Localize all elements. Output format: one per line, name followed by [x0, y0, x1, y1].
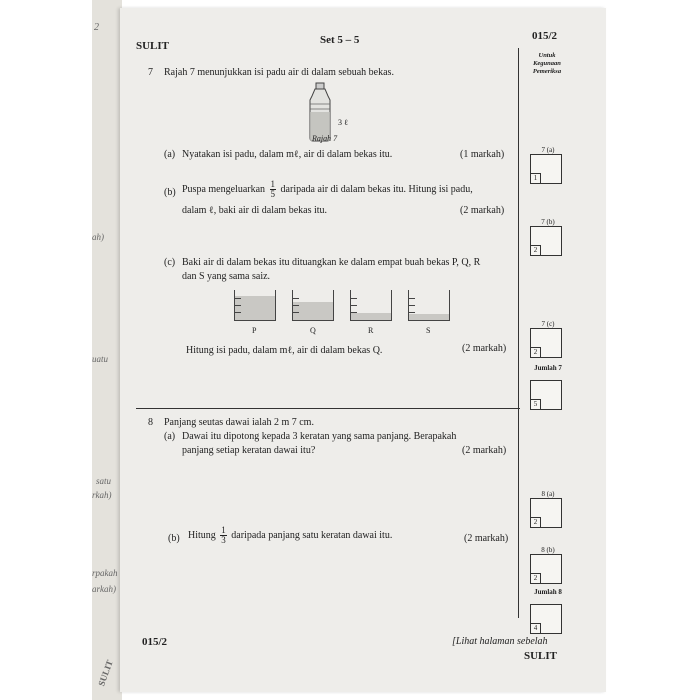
q8b-label: (b) — [168, 533, 180, 544]
container-r-water — [351, 313, 391, 321]
footer-sulit: SULIT — [524, 650, 558, 662]
left-page-edge — [92, 0, 122, 700]
container-p-label: P — [252, 326, 257, 335]
left-page-fragment: 2 — [94, 22, 99, 33]
fraction-one-third: $\frac{1}{3}$ — [221, 525, 226, 545]
score-box-total-8: 4 — [530, 604, 562, 634]
left-page-fragment: ah) — [92, 232, 104, 242]
score-box-7a: 1 — [530, 154, 562, 184]
q7b-marks: (2 markah) — [460, 205, 505, 216]
score-box-7c: 2 — [530, 328, 562, 358]
score-box-total-7: 5 — [530, 380, 562, 410]
score-label-7a: 7 (a) — [541, 146, 555, 154]
q8a-line1: Dawai itu dipotong kepada 3 keratan yang sama panjang. Berapakah — [182, 431, 457, 442]
q8b-marks: (2 markah) — [464, 533, 509, 544]
figure-caption: Rajah 7 — [312, 134, 338, 143]
q7c-marks: (2 markah) — [462, 343, 507, 354]
score-label-8b: 8 (b) — [541, 546, 555, 554]
q7c-line2: dan S yang sama saiz. — [182, 271, 271, 282]
container-q-label: Q — [310, 326, 316, 335]
score-label-8a: 8 (a) — [541, 490, 555, 498]
container-r-label: R — [368, 326, 374, 335]
q7-intro: Rajah 7 menunjukkan isi padu air di dalam sebuah bekas. — [164, 67, 394, 78]
q7c-question: Hitung isi padu, dalam mℓ, air di dalam bekas Q. — [186, 345, 383, 356]
score-label-total-8: Jumlah 8 — [534, 588, 562, 596]
q7a-marks: (1 markah) — [460, 149, 505, 160]
left-page-fragment: SULIT — [96, 658, 115, 688]
container-p — [234, 290, 276, 321]
footer-next-page: [Lihat halaman sebelah — [452, 636, 548, 647]
q8-number: 8 — [148, 417, 153, 428]
score-label-7b: 7 (b) — [541, 218, 555, 226]
q8b-text: Hitung $\frac{1}{3}$ daripada panjang satu keratan dawai itu. — [188, 525, 393, 545]
container-p-water — [235, 296, 275, 320]
q8a-line2: panjang setiap keratan dawai itu? — [182, 445, 316, 456]
examiner-margin-line — [518, 48, 519, 618]
q7b-line2: dalam ℓ, baki air di dalam bekas itu. — [182, 205, 328, 216]
q8a-marks: (2 markah) — [462, 445, 507, 456]
header-sulit: SULIT — [136, 40, 170, 52]
container-q-water — [293, 302, 333, 320]
footer-code: 015/2 — [142, 636, 168, 648]
q8a-label: (a) — [164, 431, 176, 442]
score-box-7b: 2 — [530, 226, 562, 256]
container-q — [292, 290, 334, 321]
question-divider — [136, 408, 520, 409]
bottle-volume-label: 3 ℓ — [338, 118, 348, 127]
container-s-water — [409, 314, 449, 320]
score-box-8a: 2 — [530, 498, 562, 528]
q8-intro: Panjang seutas dawai ialah 2 m 7 cm. — [164, 417, 314, 428]
container-s — [408, 290, 450, 321]
q7c-label: (c) — [164, 257, 176, 268]
exam-page — [120, 8, 606, 692]
left-page-fragment: satu — [96, 476, 112, 486]
q7-number: 7 — [148, 67, 153, 78]
q7b-line1: Puspa mengeluarkan $\frac{1}{5}$ daripada air di dalam bekas itu. Hitung isi padu, — [182, 179, 473, 199]
q7a-text: Nyatakan isi padu, dalam mℓ, air di dalam bekas itu. — [182, 149, 393, 160]
container-s-label: S — [426, 326, 431, 335]
header-set: Set 5 – 5 — [320, 34, 360, 46]
q7a-label: (a) — [164, 149, 176, 160]
q7c-line1: Baki air di dalam bekas itu dituangkan ke dalam empat buah bekas P, Q, R — [182, 257, 481, 268]
container-r — [350, 290, 392, 321]
q7b-label: (b) — [164, 187, 176, 198]
bottle-figure — [306, 82, 366, 142]
left-page-fragment: arkah) — [92, 584, 116, 594]
left-page-fragment: rpakah — [92, 568, 118, 578]
left-page-fragment: uatu — [92, 354, 109, 364]
score-label-7c: 7 (c) — [541, 320, 555, 328]
score-box-8b: 2 — [530, 554, 562, 584]
fraction-one-fifth: $\frac{1}{5}$ — [270, 179, 276, 199]
header-code: 015/2 — [532, 30, 558, 42]
score-label-total-7: Jumlah 7 — [534, 364, 562, 372]
examiner-use-label: Untuk Kegunaan Pemeriksa — [532, 52, 562, 75]
left-page-fragment: rkah) — [92, 490, 112, 500]
